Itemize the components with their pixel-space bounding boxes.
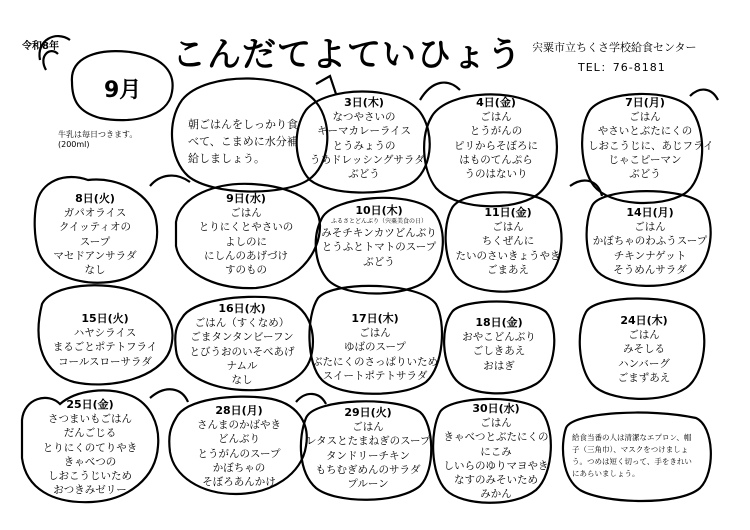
menu-item: ごはん — [628, 329, 660, 342]
menu-item: にしんのあげづけ — [204, 249, 288, 262]
menu-item: そぼろあんかけ — [202, 476, 276, 489]
menu-item: ぶどう — [363, 255, 395, 268]
menu-day — [450, 316, 548, 373]
menu-day — [26, 398, 154, 497]
menu-item: とうがんの — [469, 125, 523, 138]
intro-note: 朝ごはんをしっかり食べて、こまめに水分補給しましょう。 — [188, 118, 298, 165]
menu-item: はものてんぷら — [459, 153, 533, 166]
menu-day — [40, 312, 170, 369]
menu-date: 15日(火) — [81, 312, 129, 325]
menu-item: そうめんサラダ — [613, 263, 687, 276]
menu-item: しおこうじに、あじフライ — [588, 139, 714, 152]
menu-date: 14日(月) — [626, 206, 674, 219]
menu-date: 25日(金) — [66, 398, 114, 411]
menu-date: 17日(木) — [351, 312, 399, 325]
menu-item: すのもの — [225, 264, 267, 277]
menu-item: じゃこピーマン — [608, 153, 682, 166]
menu-day — [186, 192, 306, 277]
menu-item: ごはん — [634, 221, 666, 234]
menu-day — [590, 206, 710, 277]
menu-item: ハンバーグ — [618, 357, 670, 370]
menu-item: ごはん（すくなめ） — [194, 317, 290, 330]
menu-item: さんまのかばやき — [197, 419, 281, 432]
menu-item: ピリからそぼろに — [454, 139, 538, 152]
menu-item: おつきみゼリー — [53, 484, 127, 497]
menu-day — [436, 96, 556, 181]
phone-number: TEL：76-8181 — [578, 61, 666, 74]
menu-item: スイートポテトサラダ — [322, 369, 428, 382]
menu-date: 7日(月) — [625, 96, 665, 109]
menu-date: 3日(木) — [344, 96, 384, 109]
menu-date: 4日(金) — [476, 96, 516, 109]
menu-item: ごはん — [359, 327, 391, 340]
menu-item: とうがんのスープ — [197, 447, 281, 460]
menu-item: ごしきあえ — [472, 345, 526, 358]
menu-item: よしのに — [225, 235, 267, 248]
menu-item: どんぶり — [218, 433, 260, 446]
menu-item: とびうおのいそべあげ — [189, 345, 295, 358]
menu-item: なし — [231, 374, 253, 387]
menu-item: とうみょうの — [332, 139, 396, 152]
menu-item: きゃべつとぶたにくの — [443, 431, 549, 444]
menu-day — [588, 96, 714, 181]
menu-item: さつまいもごはん — [48, 413, 132, 426]
hygiene-note: 給食当番の人は清潔なエプロン、帽子（三角巾）、マスクをつけましょう。つめは短く切って、手をきれいにあらいましょう。 — [572, 433, 692, 478]
menu-item: とりにくのてりやき — [42, 441, 138, 454]
month-label: 9月 — [104, 78, 142, 103]
menu-item: なつやさいの — [332, 111, 396, 124]
menu-item: コールスローサラダ — [58, 355, 152, 368]
menu-item: しおこうじいため — [48, 470, 132, 483]
menu-item: みかん — [480, 488, 512, 501]
menu-item: だんごじる — [63, 427, 117, 440]
menu-item: かぼちゃのわふうスープ — [592, 235, 708, 248]
menu-item: クイッティオの — [59, 221, 131, 234]
menu-item: ハヤシライス — [73, 327, 137, 340]
menu-item: なすのみそいため — [454, 474, 538, 487]
menu-item: ごはん — [230, 207, 262, 220]
menu-item: おはぎ — [483, 359, 515, 372]
menu-item: ごまあえ — [487, 263, 529, 276]
menu-item: ごまタンタンビーフン — [190, 331, 294, 344]
menu-item: ぶどう — [348, 168, 380, 181]
menu-item: タンドリーチキン — [326, 449, 410, 462]
menu-day — [590, 314, 698, 385]
menu-day — [312, 312, 438, 383]
menu-day — [176, 404, 302, 489]
menu-item: ガパオライス — [63, 207, 127, 220]
era-label: 令和8年 — [22, 41, 59, 52]
menu-item: みそしる — [623, 343, 665, 356]
menu-item: レタスとたまねぎのスープ — [306, 435, 431, 448]
menu-item: マセドアンサラダ — [53, 249, 137, 262]
menu-item: スープ — [79, 235, 111, 248]
menu-date: 11日(金) — [484, 206, 532, 219]
menu-item: なし — [84, 264, 106, 277]
menu-item: うめドレッシングサラダ — [310, 153, 425, 166]
menu-item: とうふとトマトのスープ — [321, 241, 437, 254]
menu-date: 29日(火) — [344, 406, 392, 419]
menu-item: かぼちゃの — [212, 461, 266, 474]
menu-day — [306, 406, 430, 491]
menu-date: 8日(火) — [75, 192, 115, 205]
menu-date: 30日(水) — [472, 402, 520, 415]
menu-item: ごはん — [629, 111, 661, 124]
menu-item: まるごとポテトフライ — [52, 341, 158, 354]
menu-subtitle: ふるさとどんぶり（宍粟美食の日） — [330, 218, 427, 226]
menu-item: ごまずあえ — [617, 371, 671, 384]
menu-date: 28日(月) — [215, 404, 263, 417]
menu-item: もちむぎめんのサラダ — [315, 463, 421, 476]
menu-item: ナムル — [226, 359, 258, 372]
menu-item: にこみ — [480, 445, 512, 458]
menu-item: おやこどんぶり — [462, 331, 536, 344]
menu-date: 18日(金) — [475, 316, 523, 329]
menu-item: ゆばのスープ — [344, 341, 406, 354]
menu-date: 10日(木) — [355, 204, 403, 217]
menu-item: うのはないり — [464, 168, 528, 181]
menu-item: ごはん — [480, 111, 512, 124]
menu-item: とりにくとやさいの — [198, 221, 294, 234]
menu-item: やさいとぶたにくの — [597, 125, 693, 138]
menu-day — [310, 96, 425, 181]
menu-date: 16日(水) — [218, 302, 266, 315]
menu-item: チキンナゲット — [613, 249, 687, 262]
menu-item: ごはん — [352, 421, 384, 434]
menu-item: ちくぜんに — [481, 235, 535, 248]
page-title: こんだてよていひょう — [172, 35, 522, 75]
menu-item: ごはん — [492, 221, 524, 234]
menu-item: しいらのゆりマヨやき — [443, 459, 549, 472]
menu-day — [40, 192, 150, 277]
menu-day — [452, 206, 564, 277]
menu-date: 9日(水) — [226, 192, 266, 205]
menu-item: ごはん — [480, 417, 512, 430]
menu-day — [318, 204, 440, 269]
school-name: 宍粟市立ちくさ学校給食センター — [532, 41, 697, 54]
menu-item: きゃべつの — [63, 455, 117, 468]
milk-note: 牛乳は毎日つきます。(200ml) — [58, 130, 138, 149]
menu-date: 24日(木) — [620, 314, 668, 327]
menu-item: ぶたにくのさっぱりいため — [312, 355, 438, 368]
menu-item: プルーン — [347, 478, 389, 491]
menu-item: ぶどう — [629, 168, 661, 181]
menu-item: たいのさいきょうやき — [455, 249, 561, 262]
menu-item: みそチキンカツどんぶり — [321, 227, 437, 240]
menu-day — [180, 302, 304, 387]
menu-day — [440, 402, 552, 501]
menu-item: キーマカレーライス — [316, 125, 412, 138]
